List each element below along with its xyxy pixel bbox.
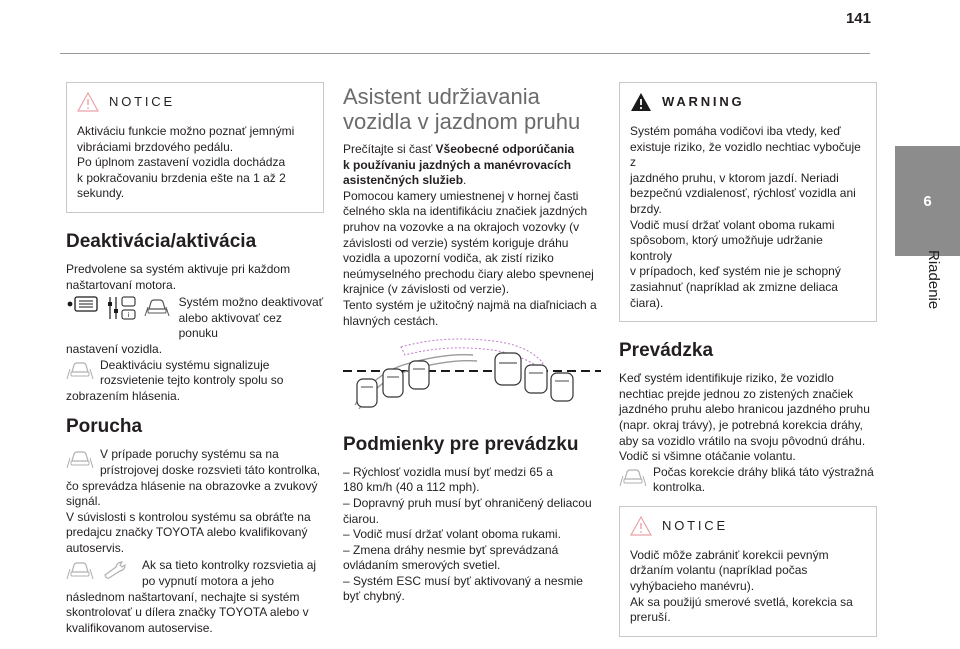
body-text: závislosti od verzie) systém koriguje dráhu xyxy=(343,235,569,250)
operation-text: (napr. okraj trávy), je potrebná korekcia dráhy, xyxy=(619,417,863,432)
warning-line: spôsobom, ktorý umožňuje udržanie kontroly xyxy=(630,233,823,263)
failure-text: následnom naštartovaní, nechajte si systém xyxy=(66,589,300,604)
failure-text: kvalifikovanom autoservise. xyxy=(66,620,213,635)
intro-plain: Prečítajte si časť xyxy=(343,142,436,156)
notice-title: NOTICE xyxy=(662,518,728,534)
operation-heading: Prevádzka xyxy=(619,340,714,362)
intro-end: . xyxy=(463,173,467,188)
failure-text: skontrolovať u dílera značky TOYOTA alebo v xyxy=(66,605,309,620)
section-title-line: Asistent udržiavania xyxy=(343,84,540,109)
intro-text xyxy=(343,173,601,189)
notice-line: k pokračovaniu brzdenia ešte na 1 až 2 xyxy=(77,170,286,185)
lane-warning-icon xyxy=(66,558,94,580)
intro-bold: k používaniu jazdných a manévrovacích xyxy=(343,157,572,172)
body-text: krajnice (v závislosti od verzie). xyxy=(343,282,510,297)
intro-bold: asistenčných služieb xyxy=(343,173,464,188)
notice-line: Po úplnom zastavení vozidla dochádza xyxy=(77,155,286,170)
warning-line: Systém pomáha vodičovi iba vtedy, keď xyxy=(630,124,841,138)
lane-car-icon xyxy=(144,295,170,317)
warning-line: bezpečnú vzdialenosť, rýchlosť vozidla ani xyxy=(630,186,856,201)
operation-text: Keď systém identifikuje riziko, že vozidlo xyxy=(619,371,834,386)
intro-text xyxy=(343,142,601,158)
failure-heading: Porucha xyxy=(66,416,143,438)
failure-text: čo sprevádza hlásenie na obrazovke a zvukový xyxy=(66,478,318,493)
caution-triangle-icon xyxy=(630,516,652,536)
notice-box xyxy=(66,82,324,213)
condition-item: ovládaním smerových svetiel. xyxy=(343,558,501,573)
operation-text: nechtiac prejde jednou zo zistených značiek xyxy=(619,386,854,401)
condition-item: – Rýchlosť vozidla musí byť medzi 65 a xyxy=(343,464,553,479)
condition-item: 180 km/h (40 a 112 mph). xyxy=(343,480,480,495)
notice-line: držaním volantu (napríklad počas xyxy=(630,563,808,578)
vehicle-settings-icon xyxy=(106,295,138,321)
deactivation-text: zobrazením hlásenia. xyxy=(66,388,181,403)
deactivation-heading: Deaktivácia/aktivácia xyxy=(66,230,257,252)
svg-text:i: i xyxy=(127,312,130,320)
lane-warning-icon xyxy=(619,465,647,487)
body-text: Pomocou kamery umiestnenej v hornej časti xyxy=(343,188,579,203)
operation-text: Vodič si všimne otáčanie volantu. xyxy=(619,449,796,464)
failure-text: V súvislosti s kontrolou systému sa obráťte na xyxy=(66,509,311,524)
body-text: vozidla a upozorní vodiča, ak zistí riziko xyxy=(343,251,554,266)
menu-button-icon xyxy=(66,295,100,313)
warning-line: brzdy. xyxy=(630,201,662,216)
warning-title: WARNING xyxy=(662,94,745,110)
warning-line: Vodič musí držať volant oboma rukami xyxy=(630,217,835,232)
lane-warning-icon xyxy=(66,447,94,469)
body-text: hlavných cestách. xyxy=(343,313,439,328)
warning-line: jazdného pruhu, v ktorom jazdí. Neriadi xyxy=(630,170,839,185)
intro-bold: Všeobecné odporúčania xyxy=(435,142,575,156)
column-1 xyxy=(66,82,324,636)
condition-item: – Dopravný pruh musí byť ohraničený deliacou xyxy=(343,495,592,510)
deactivation-text: Predvolene sa systém aktivuje pri každom xyxy=(66,261,291,276)
condition-item: čiarou. xyxy=(343,511,380,526)
operation-text: Počas korekcie dráhy bliká táto výstražná xyxy=(653,464,874,479)
failure-text: Ak sa tieto kontrolky rozsvietia aj xyxy=(142,558,317,573)
notice-title: NOTICE xyxy=(109,94,175,110)
failure-text: signál. xyxy=(66,494,101,509)
failure-text: predajcu značky TOYOTA alebo kvalifikovaný xyxy=(66,525,308,540)
deactivation-text: naštartovaní motora. xyxy=(66,277,177,292)
notice-line: sekundy. xyxy=(77,186,125,201)
notice-box xyxy=(619,506,877,637)
body-text: čelného skla na identifikáciu značiek jazdných xyxy=(343,204,588,219)
notice-line: Aktiváciu funkcie možno poznať jemnými xyxy=(77,124,295,138)
body-text: neúmyselného prechodu čiary alebo spevnenej xyxy=(343,266,594,281)
notice-line: preruší. xyxy=(630,610,671,625)
condition-item: – Vodič musí držať volant oboma rukami. xyxy=(343,527,561,542)
condition-item: byť chybný. xyxy=(343,589,405,604)
body-text: Tento systém je užitočný najmä na diaľniciach a xyxy=(343,297,597,312)
deactivation-text: Deaktiváciu systému signalizuje xyxy=(100,357,270,372)
operation-text: kontrolka. xyxy=(653,480,706,495)
column-3 xyxy=(619,82,877,649)
caution-triangle-icon xyxy=(77,92,99,112)
warning-line: existuje riziko, že vozidlo nechtiac vybočuje z xyxy=(630,139,861,170)
lane-correction-illustration xyxy=(343,335,601,409)
chapter-label: Riadenie xyxy=(925,250,942,310)
operation-text: jazdného pruhu alebo hranicou jazdného pruhu xyxy=(619,402,870,417)
notice-line: vibráciami brzdového pedálu. xyxy=(77,139,234,154)
failure-text: po vypnutí motora a jeho xyxy=(142,574,275,589)
wrench-icon xyxy=(102,558,128,580)
top-rule xyxy=(60,53,870,54)
warning-line: v prípadoch, keď systém nie je schopný xyxy=(630,264,841,279)
settings-icons xyxy=(66,295,173,342)
column-2 xyxy=(343,84,601,605)
notice-line: vyhýbacieho manévru). xyxy=(630,579,755,594)
operation-text: aby sa vozidlo vrátilo na svoju pôvodnú dráhu. xyxy=(619,433,866,448)
deactivation-text: Systém možno deaktivovať xyxy=(178,295,324,310)
intro-text xyxy=(343,158,601,174)
conditions-heading: Podmienky pre prevádzku xyxy=(343,433,579,455)
warning-box xyxy=(619,82,877,322)
section-title xyxy=(343,84,601,134)
section-title-line: vozidla v jazdnom pruhu xyxy=(343,109,581,134)
page-number: 141 xyxy=(845,10,871,27)
condition-item: – Zmena dráhy nesmie byť sprevádzaná xyxy=(343,542,559,557)
chapter-tab[interactable] xyxy=(895,146,960,256)
warning-triangle-icon xyxy=(630,92,652,112)
lane-warning-icon xyxy=(66,358,94,380)
condition-item: – Systém ESC musí byť aktivovaný a nesmie xyxy=(343,573,583,588)
failure-text: autoservis. xyxy=(66,540,125,555)
notice-line: Ak sa použijú smerové svetlá, korekcia sa xyxy=(630,594,853,609)
deactivation-text: rozsvietenie tejto kontroly spolu so xyxy=(100,373,284,388)
failure-text: V prípade poruchy systému sa na xyxy=(100,447,279,462)
body-text: pruhov na vozovke a na okrajoch vozovky (v xyxy=(343,219,580,234)
warning-line: zasiahnuť (napríklad ak zmizne deliaca čiara). xyxy=(630,279,838,310)
chapter-number: 6 xyxy=(923,192,932,210)
failure-text: prístrojovej doske rozsvieti táto kontrolka, xyxy=(100,462,321,477)
deactivation-text: alebo aktivovať cez ponuku xyxy=(178,310,282,341)
deactivation-text: nastavení vozidla. xyxy=(66,341,163,356)
notice-line: Vodič môže zabrániť korekcii pevným xyxy=(630,547,829,562)
